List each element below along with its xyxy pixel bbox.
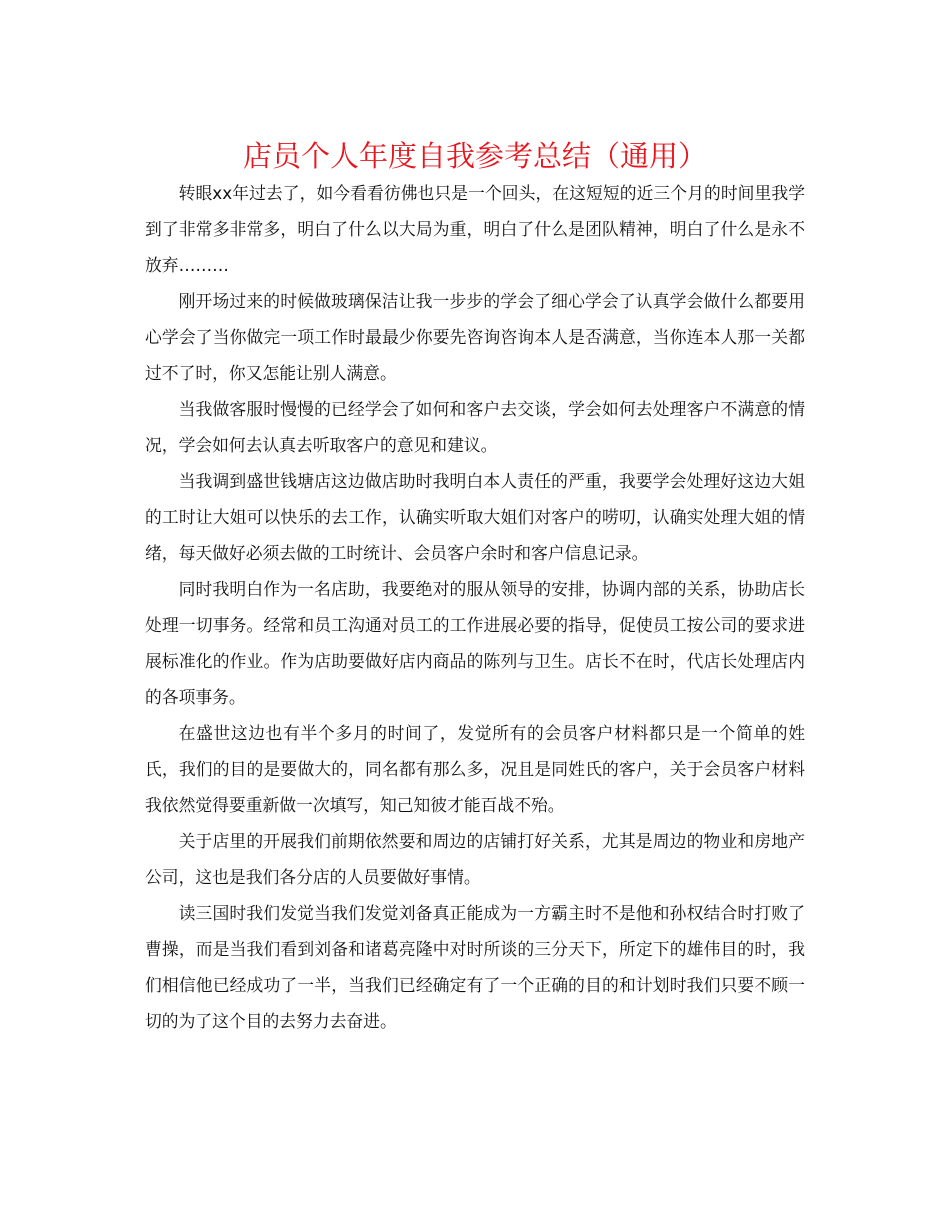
paragraph: 同时我明白作为一名店助，我要绝对的服从领导的安排，协调内部的关系，协助店长处理一切事务。经常和员工沟通对员工的工作进展必要的指导，促使员工按公司的要求进展标准化的作业。作为店助要做好店内商品的陈列与卫生。店长不在时，代店长处理店内的各项事务。 xyxy=(145,579,805,707)
paragraph: 在盛世这边也有半个多月的时间了，发觉所有的会员客户材料都只是一个简单的姓氏，我们的目的是要做大的，同名都有那么多，况且是同姓氏的客户，关于会员客户材料我依然觉得要重新做一次填写，知己知彼才能百战不殆。 xyxy=(145,723,805,815)
document-body xyxy=(145,175,805,1039)
paragraph: 刚开场过来的时候做玻璃保洁让我一步步的学会了细心学会了认真学会做什么都要用心学会了当你做完一项工作时最最少你要先咨询咨询本人是否满意，当你连本人那一关都过不了时，你又怎能让别人满意。 xyxy=(145,291,805,383)
paragraph: 转眼xx年过去了，如今看看彷佛也只是一个回头，在这短短的近三个月的时间里我学到了非常多非常多，明白了什么以大局为重，明白了什么是团队精神，明白了什么是永不放弃……… xyxy=(145,183,805,275)
paragraph: 关于店里的开展我们前期依然要和周边的店铺打好关系，尤其是周边的物业和房地产公司，这也是我们各分店的人员要做好事情。 xyxy=(145,831,805,887)
paragraph: 当我调到盛世钱塘店这边做店助时我明白本人责任的严重，我要学会处理好这边大姐的工时让大姐可以快乐的去工作，认确实听取大姐们对客户的唠叨，认确实处理大姐的情绪，每天做好必须去做的工时统计、会员客户余时和客户信息记录。 xyxy=(145,471,805,563)
document-title: 店员个人年度自我参考总结（通用） xyxy=(242,139,707,173)
paragraph: 读三国时我们发觉当我们发觉刘备真正能成为一方霸主时不是他和孙权结合时打败了曹操，而是当我们看到刘备和诸葛亮隆中对时所谈的三分天下，所定下的雄伟目的时，我们相信他已经成功了一半，当我们已经确定有了一个正确的目的和计划时我们只要不顾一切的为了这个目的去努力去奋进。 xyxy=(145,903,805,1031)
paragraph: 当我做客服时慢慢的已经学会了如何和客户去交谈，学会如何去处理客户不满意的情况，学会如何去认真去听取客户的意见和建议。 xyxy=(145,399,805,455)
